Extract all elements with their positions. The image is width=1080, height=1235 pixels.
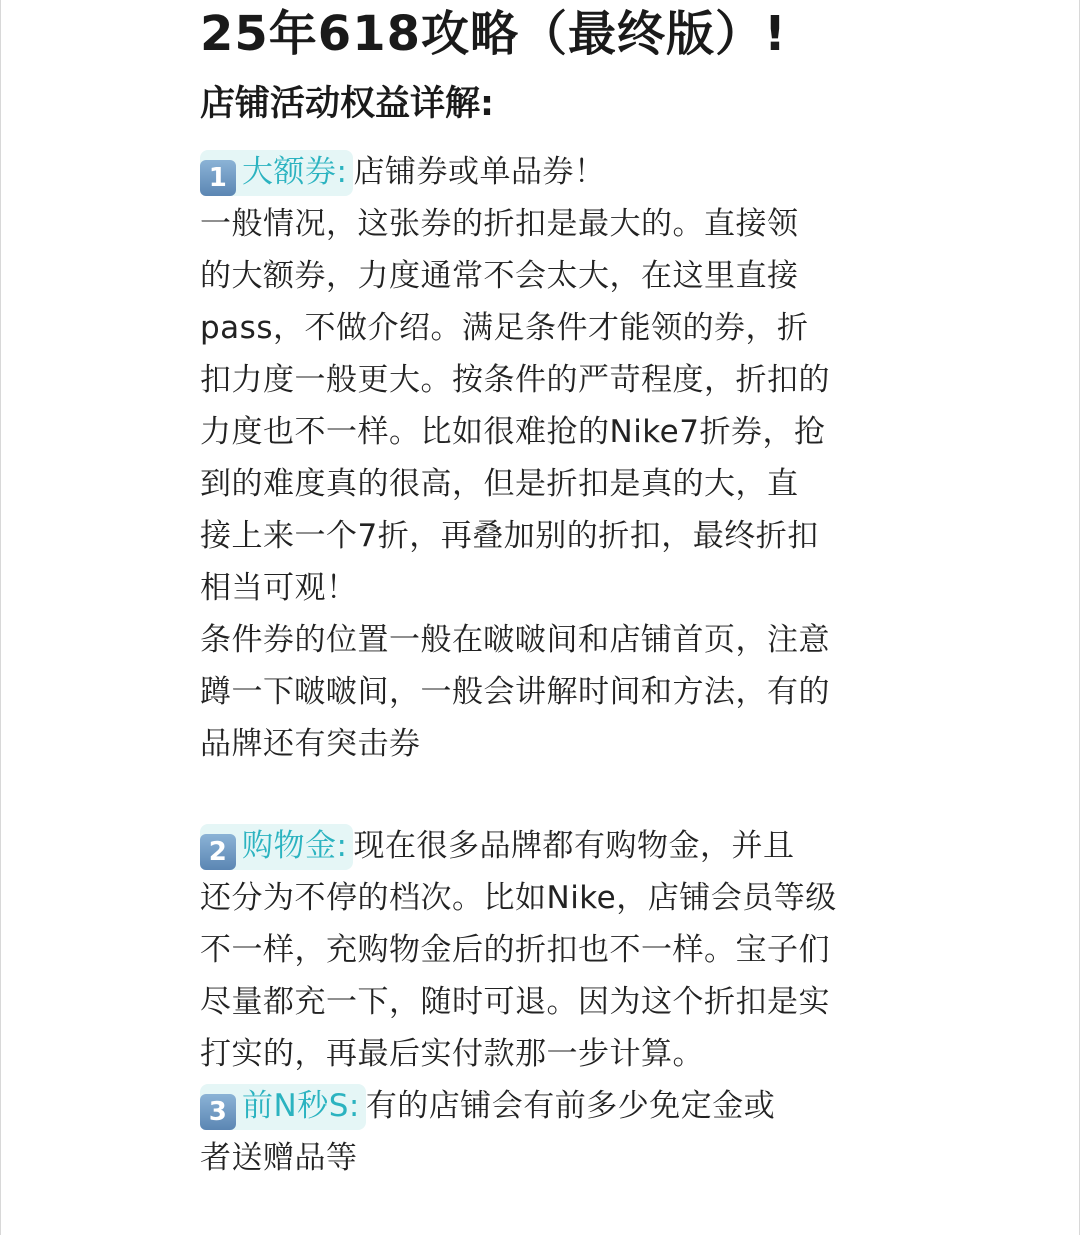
paragraph-line: 店铺券或单品券！ [353,154,606,190]
paragraph-line: 条件券的位置一般在啵啵间和店铺首页，注意 [200,622,830,658]
paragraph-line: 力度也不一样。比如很难抢的Nike7折券，抢 [200,414,826,450]
section-heading-line [200,146,830,198]
paragraph-line: 到的难度真的很高，但是折扣是真的大，直 [200,466,799,502]
page-subtitle: 店铺活动权益详解: [200,84,494,124]
frame-left-border [0,0,1,1235]
section-label: 前N秒S: [242,1088,360,1124]
paragraph-line: 还分为不停的档次。比如Nike，店铺会员等级 [200,880,837,916]
paragraph-line: 一般情况，这张券的折扣是最大的。直接领 [200,206,799,242]
number-2-badge-icon: 2 [200,834,236,870]
paragraph-line: 打实的，再最后实付款那一步计算。 [200,1036,704,1072]
paragraph-line: 扣力度一般更大。按条件的严苛程度，折扣的 [200,362,830,398]
section-label-highlight [200,150,353,196]
paragraph-line: 尽量都充一下，随时可退。因为这个折扣是实 [200,984,830,1020]
paragraph-line: 相当可观！ [200,570,358,606]
paragraph-line: 有的店铺会有前多少免定金或 [365,1088,776,1124]
section-shopping-credit [200,820,837,1080]
paragraph-line: 蹲一下啵啵间，一般会讲解时间和方法，有的 [200,674,830,710]
section-label-highlight [200,824,353,870]
section-label: 大额券: [242,154,348,190]
section-first-n-seconds [200,1080,775,1184]
number-3-badge-icon: 3 [200,1094,236,1130]
paragraph-line: 接上来一个7折，再叠加别的折扣，最终折扣 [200,518,819,554]
paragraph-line: pass，不做介绍。满足条件才能领的券，折 [200,310,809,346]
number-1-badge-icon: 1 [200,160,236,196]
paragraph-line: 品牌还有突击券 [200,726,421,762]
section-label-highlight [200,1084,366,1130]
page-title: 25年618攻略（最终版）! [200,6,787,62]
paragraph-line: 的大额券，力度通常不会太大，在这里直接 [200,258,799,294]
paragraph-line: 不一样，充购物金后的折扣也不一样。宝子们 [200,932,830,968]
section-heading-line [200,1080,775,1132]
section-heading-line [200,820,837,872]
section-coupon [200,146,830,770]
paragraph-line: 者送赠品等 [200,1140,358,1176]
section-label: 购物金: [242,828,348,864]
paragraph-line: 现在很多品牌都有购物金，并且 [353,828,795,864]
